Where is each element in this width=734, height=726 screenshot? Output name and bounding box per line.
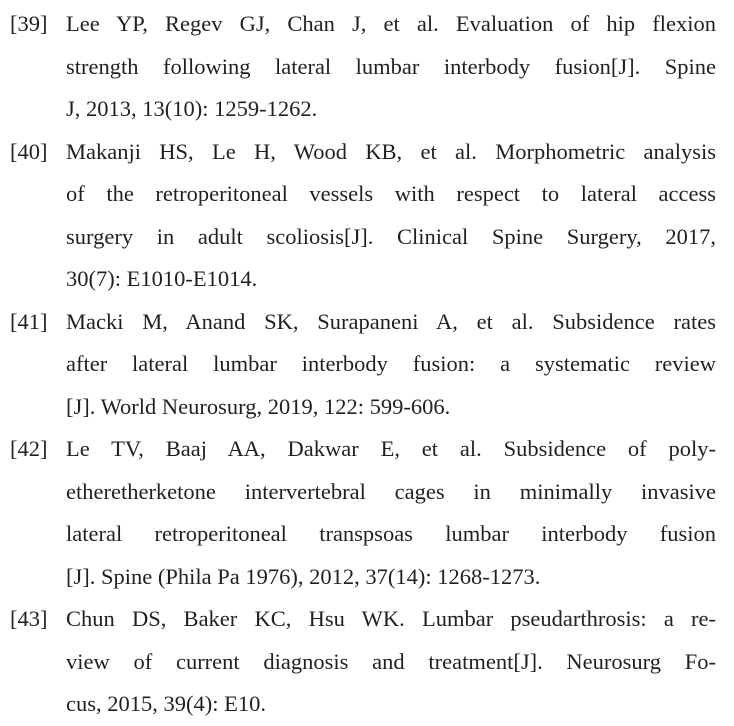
reference-number: [39] [10, 11, 48, 36]
reference-number: [40] [10, 138, 48, 164]
reference-line: Chun DS, Baker KC, Hsu WK. Lumbar pseudarthrosis: a re- [66, 606, 716, 631]
reference-line: J, 2013, 13(10): 1259-1262. [66, 96, 318, 121]
reference-text [66, 3, 716, 131]
reference-item [10, 301, 716, 429]
reference-line: Macki M, Anand SK, Surapaneni A, et al. Subsidence rates [66, 308, 716, 334]
reference-text [66, 301, 716, 429]
reference-item [10, 131, 716, 301]
reference-number: [41] [10, 308, 48, 334]
reference-text [66, 428, 716, 598]
reference-line: Lee YP, Regev GJ, Chan J, et al. Evaluation of hip flexion [66, 11, 716, 36]
reference-item [10, 428, 716, 598]
reference-number: [42] [10, 436, 48, 461]
reference-list [10, 3, 716, 726]
reference-line: lateral retroperitoneal transpsoas lumbar interbody fusion [66, 521, 716, 546]
reference-line: cus, 2015, 39(4): E10. [66, 691, 266, 716]
reference-line: of the retroperitoneal vessels with respect to lateral access [66, 181, 716, 206]
reference-line: surgery in adult scoliosis[J]. Clinical Spine Surgery, 2017, [66, 223, 716, 249]
reference-line: Makanji HS, Le H, Wood KB, et al. Morphometric analysis [66, 138, 716, 164]
reference-number: [43] [10, 606, 48, 631]
reference-line: view of current diagnosis and treatment[J]. Neurosurg Fo- [66, 648, 716, 674]
reference-line: [J]. Spine (Phila Pa 1976), 2012, 37(14): 1268-1273. [66, 563, 541, 589]
reference-line: strength following lateral lumbar interbody fusion[J]. Spine [66, 53, 716, 79]
reference-line: Le TV, Baaj AA, Dakwar E, et al. Subsidence of poly- [66, 436, 716, 461]
reference-line: etheretherketone intervertebral cages in minimally invasive [66, 478, 716, 504]
reference-item [10, 3, 716, 131]
reference-line: [J]. World Neurosurg, 2019, 122: 599-606. [66, 393, 451, 419]
reference-line: after lateral lumbar interbody fusion: a systematic review [66, 351, 716, 376]
reference-line: 30(7): E1010-E1014. [66, 266, 258, 291]
reference-item [10, 598, 716, 726]
reference-text [66, 131, 716, 301]
reference-text [66, 598, 716, 726]
